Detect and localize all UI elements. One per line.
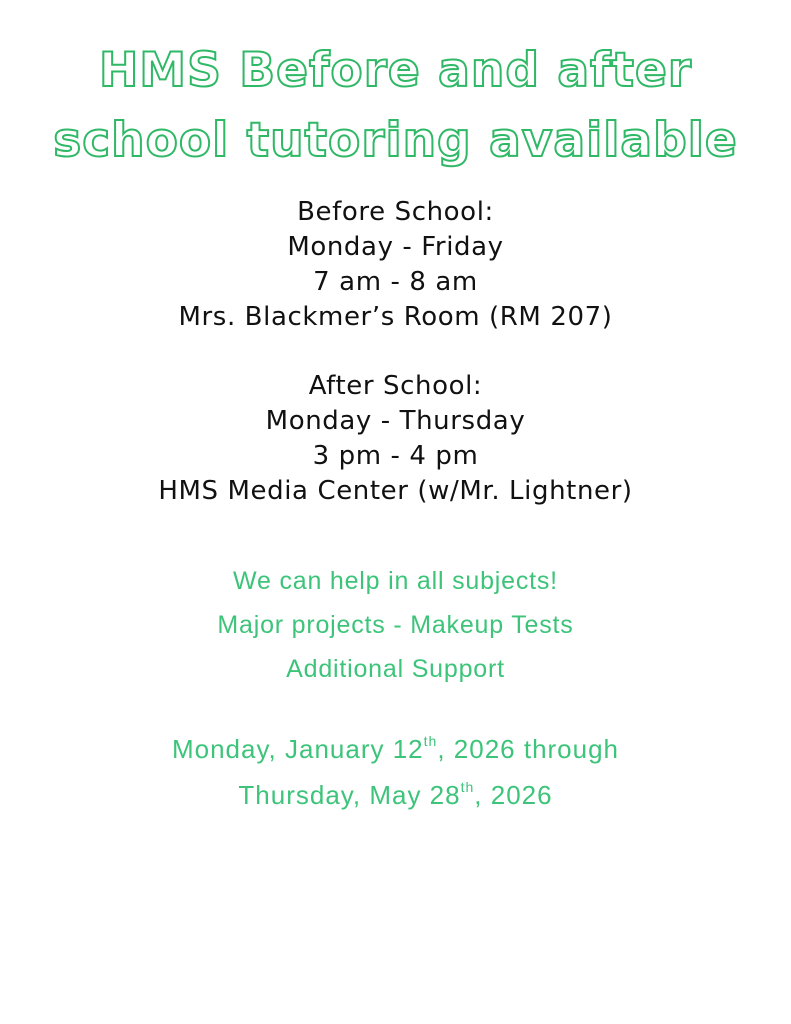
help-section xyxy=(0,559,791,691)
start-date-rest: , 2026 through xyxy=(437,734,620,764)
title-line-2: school tutoring available xyxy=(53,113,738,168)
before-school-section xyxy=(0,195,791,335)
after-school-section xyxy=(0,369,791,509)
end-date-text: Thursday, May 28 xyxy=(238,780,461,810)
end-date-line xyxy=(0,772,791,818)
help-line-support: Additional Support xyxy=(286,655,505,683)
date-range-section xyxy=(0,726,791,818)
flyer-title xyxy=(0,36,791,176)
start-date-ordinal: th xyxy=(423,733,438,749)
before-school-days: Monday - Friday xyxy=(287,232,504,262)
before-school-heading: Before School: xyxy=(297,197,494,227)
help-line-projects: Major projects - Makeup Tests xyxy=(217,611,574,639)
help-line-subjects: We can help in all subjects! xyxy=(233,567,558,595)
after-school-heading: After School: xyxy=(308,371,483,401)
before-school-location: Mrs. Blackmer’s Room (RM 207) xyxy=(178,302,613,332)
after-school-location: HMS Media Center (w/Mr. Lightner) xyxy=(158,476,633,506)
start-date-line xyxy=(0,726,791,772)
start-date-text: Monday, January 12 xyxy=(171,734,424,764)
after-school-days: Monday - Thursday xyxy=(265,406,526,436)
end-date-ordinal: th xyxy=(460,779,475,795)
before-school-time: 7 am - 8 am xyxy=(313,267,478,297)
title-line-1: HMS Before and after xyxy=(98,43,693,98)
end-date-rest: , 2026 xyxy=(474,780,553,810)
after-school-time: 3 pm - 4 pm xyxy=(312,441,479,471)
